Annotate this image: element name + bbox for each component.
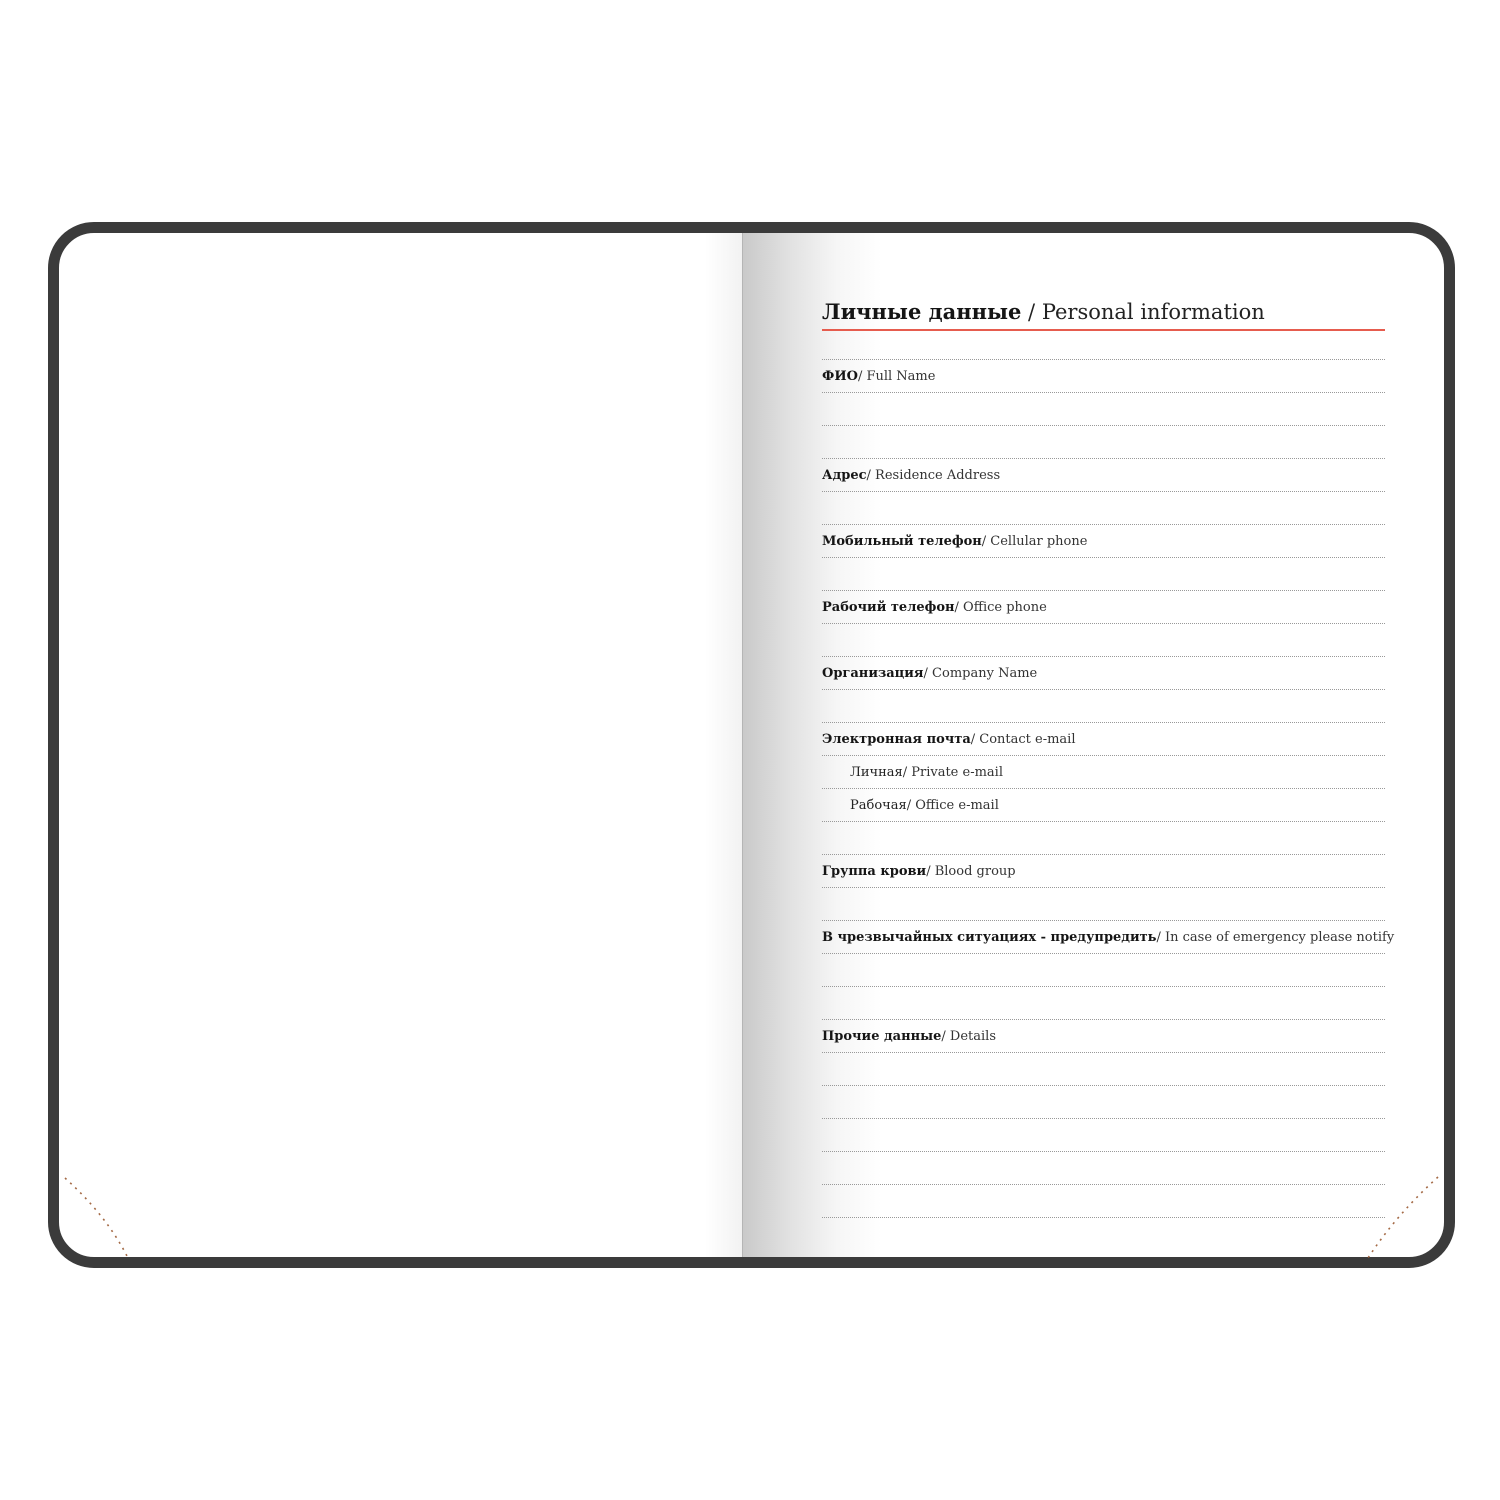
field-label-row	[822, 756, 1385, 789]
writing-line	[822, 1152, 1385, 1185]
writing-line	[822, 1119, 1385, 1152]
field-label-en: / Office phone	[954, 599, 1047, 615]
writing-line	[822, 393, 1385, 426]
field-label-row	[822, 921, 1395, 954]
field-label-en: / Private e-mail	[902, 764, 1003, 780]
writing-line	[822, 690, 1385, 723]
field-label-ru: Группа крови	[822, 863, 927, 879]
field-label-row	[822, 1020, 1385, 1053]
writing-line	[822, 888, 1385, 921]
writing-line	[822, 954, 1385, 987]
writing-line	[822, 426, 1385, 459]
field-label-en: / Blood group	[926, 863, 1016, 879]
field-label-en: / Contact e-mail	[970, 731, 1076, 747]
writing-line	[822, 822, 1385, 855]
field-label-ru: В чрезвычайных ситуациях - предупредить	[822, 929, 1157, 945]
field-label-row	[822, 525, 1385, 558]
page-title	[822, 299, 1385, 331]
field-label-ru: Мобильный телефон	[822, 533, 982, 549]
writing-line	[822, 492, 1385, 525]
field-label-row	[822, 723, 1385, 756]
field-label-ru: Рабочая	[850, 797, 907, 813]
field-label-ru: Личная	[850, 764, 903, 780]
field-label-en: / Full Name	[857, 368, 936, 384]
field-label-row	[822, 360, 1385, 393]
form-rows	[822, 359, 1395, 1218]
stitch-arc-left	[65, 1178, 128, 1258]
field-label-row	[822, 591, 1385, 624]
field-label-en: / Cellular phone	[981, 533, 1088, 549]
field-label-en: / Company Name	[923, 665, 1038, 681]
page-title-ru: Личные данные	[822, 299, 1022, 324]
title-separator: /	[1021, 300, 1042, 324]
page-title-en: Personal information	[1041, 300, 1265, 324]
field-label-en: / Details	[941, 1028, 997, 1044]
field-label-row	[822, 657, 1385, 690]
field-label-ru: Рабочий телефон	[822, 599, 955, 615]
notebook-cover	[48, 222, 1455, 1268]
field-label-en: / Office e-mail	[906, 797, 999, 813]
writing-line	[822, 624, 1385, 657]
writing-line	[822, 558, 1385, 591]
field-label-row	[822, 789, 1385, 822]
field-label-en: / Residence Address	[866, 467, 1001, 483]
writing-line	[822, 1086, 1385, 1119]
field-label-ru: Организация	[822, 665, 924, 681]
field-label-ru: ФИО	[822, 368, 858, 384]
field-label-ru: Электронная почта	[822, 731, 971, 747]
field-label-en: / In case of emergency please notify	[1156, 929, 1395, 945]
field-label-ru: Прочие данные	[822, 1028, 942, 1044]
field-label-row	[822, 459, 1385, 492]
writing-line	[822, 1185, 1385, 1218]
left-page-edge-shade	[704, 233, 742, 1257]
field-label-row	[822, 855, 1385, 888]
writing-line	[822, 987, 1385, 1020]
writing-line	[822, 1053, 1385, 1086]
field-label-ru: Адрес	[822, 467, 867, 483]
